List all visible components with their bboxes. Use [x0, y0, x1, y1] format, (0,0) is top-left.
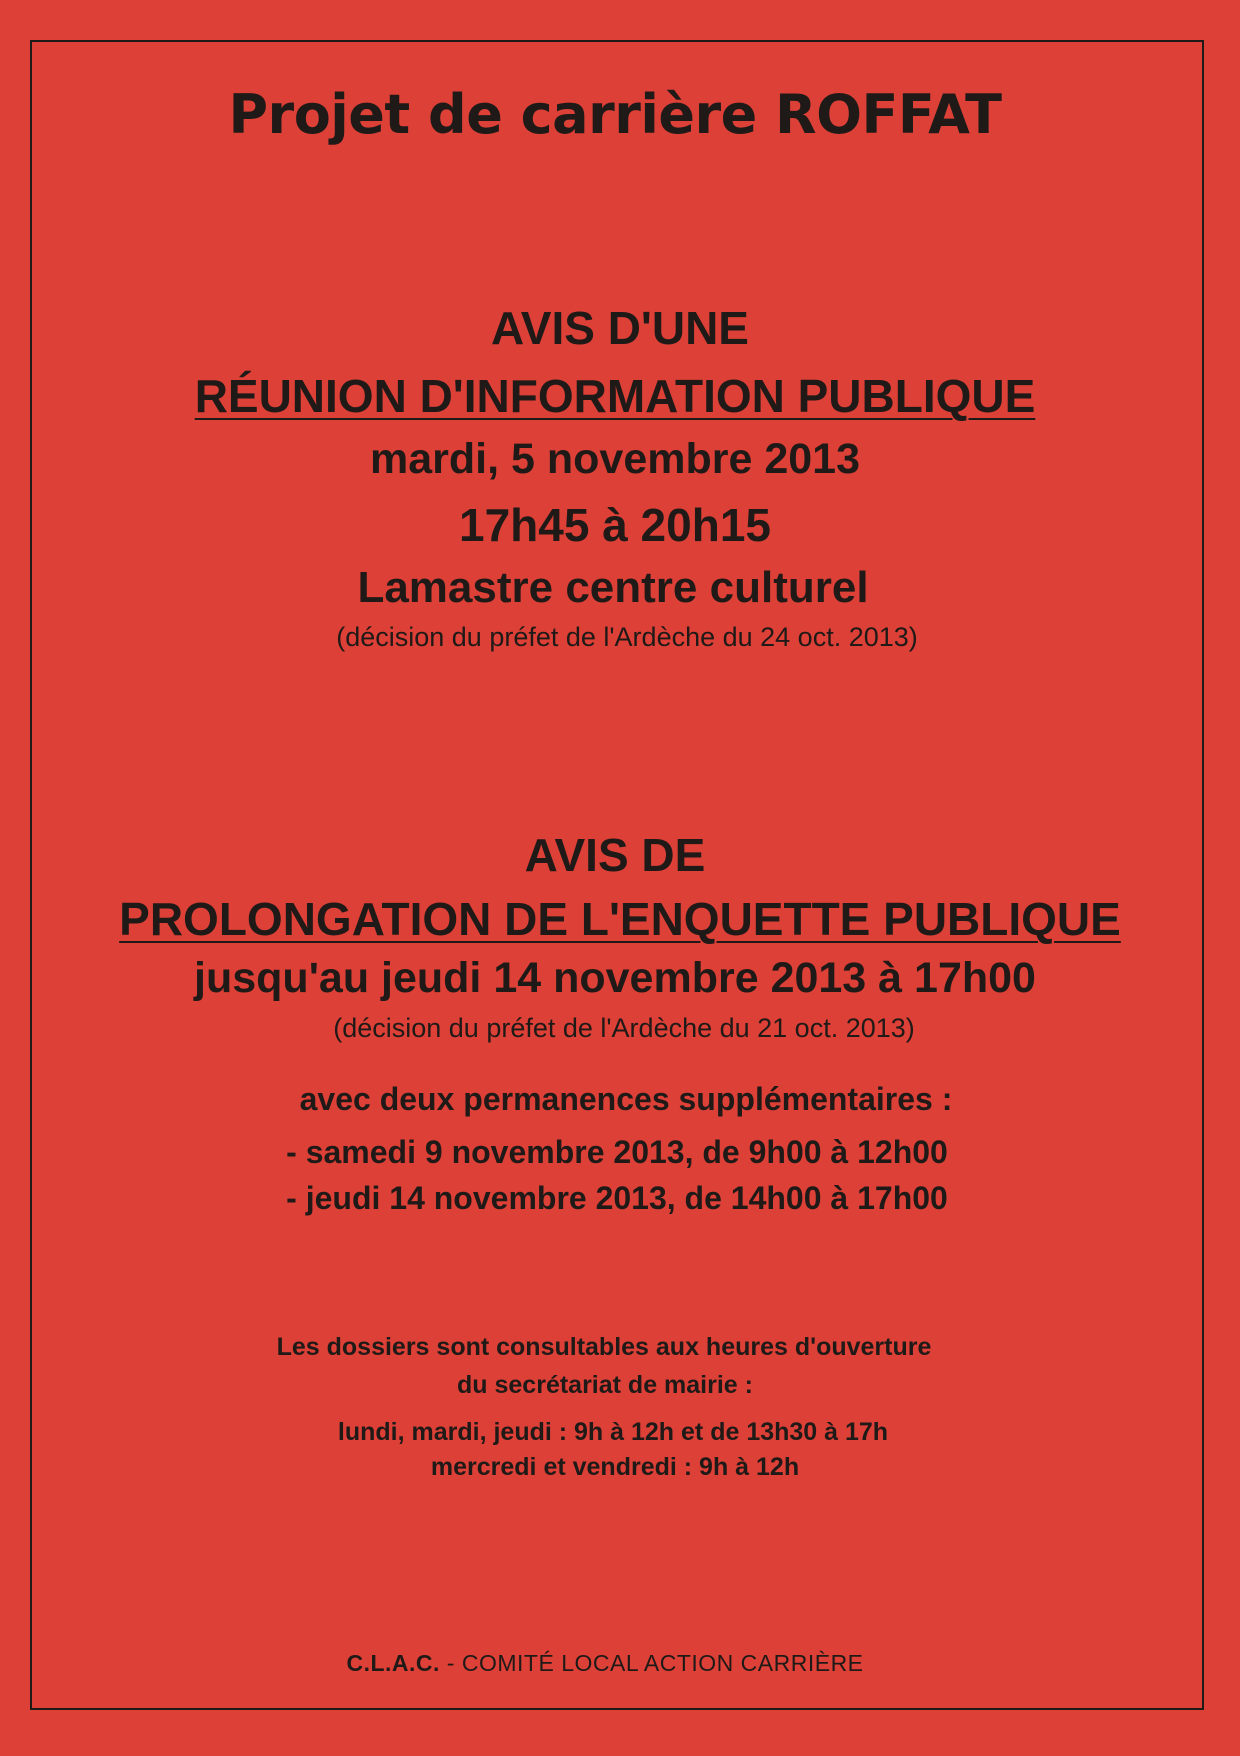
- meeting-subheading-text: RÉUNION D'INFORMATION PUBLIQUE: [194, 370, 1036, 422]
- extension-subheading: [0, 893, 1240, 945]
- consultation-line-1: Les dossiers sont consultables aux heures d'ouverture: [276, 1333, 932, 1361]
- footer-name: - COMITÉ LOCAL ACTION CARRIÈRE: [439, 1650, 864, 1676]
- extension-until: jusqu'au jeudi 14 novembre 2013 à 17h00: [194, 954, 1036, 1002]
- footer-acronym: C.L.A.C.: [346, 1650, 440, 1676]
- extra-session-1: - samedi 9 novembre 2013, de 9h00 à 12h00: [286, 1134, 948, 1170]
- poster-title: Projet de carrière ROFFAT: [228, 83, 1002, 146]
- hours-line-1: lundi, mardi, jeudi : 9h à 12h et de 13h30 à 17h: [337, 1418, 889, 1446]
- hours-line-2: mercredi et vendredi : 9h à 12h: [430, 1453, 800, 1481]
- extra-sessions-intro: avec deux permanences supplémentaires :: [299, 1081, 953, 1117]
- meeting-date: mardi, 5 novembre 2013: [370, 435, 860, 483]
- meeting-subheading: [0, 370, 1235, 422]
- meeting-decision: (décision du préfet de l'Ardèche du 24 oct. 2013): [336, 622, 918, 652]
- meeting-heading: AVIS D'UNE: [490, 302, 749, 354]
- extra-session-2: - jeudi 14 novembre 2013, de 14h00 à 17h00: [286, 1180, 948, 1216]
- footer: [0, 1652, 1225, 1675]
- extension-heading: AVIS DE: [524, 829, 706, 881]
- meeting-time: 17h45 à 20h15: [458, 499, 771, 551]
- consultation-line-2: du secrétariat de mairie :: [457, 1371, 753, 1399]
- meeting-place: Lamastre centre culturel: [357, 563, 869, 612]
- extension-subheading-text: PROLONGATION DE L'ENQUETTE PUBLIQUE: [119, 893, 1121, 945]
- extension-decision: (décision du préfet de l'Ardèche du 21 oct. 2013): [333, 1013, 915, 1043]
